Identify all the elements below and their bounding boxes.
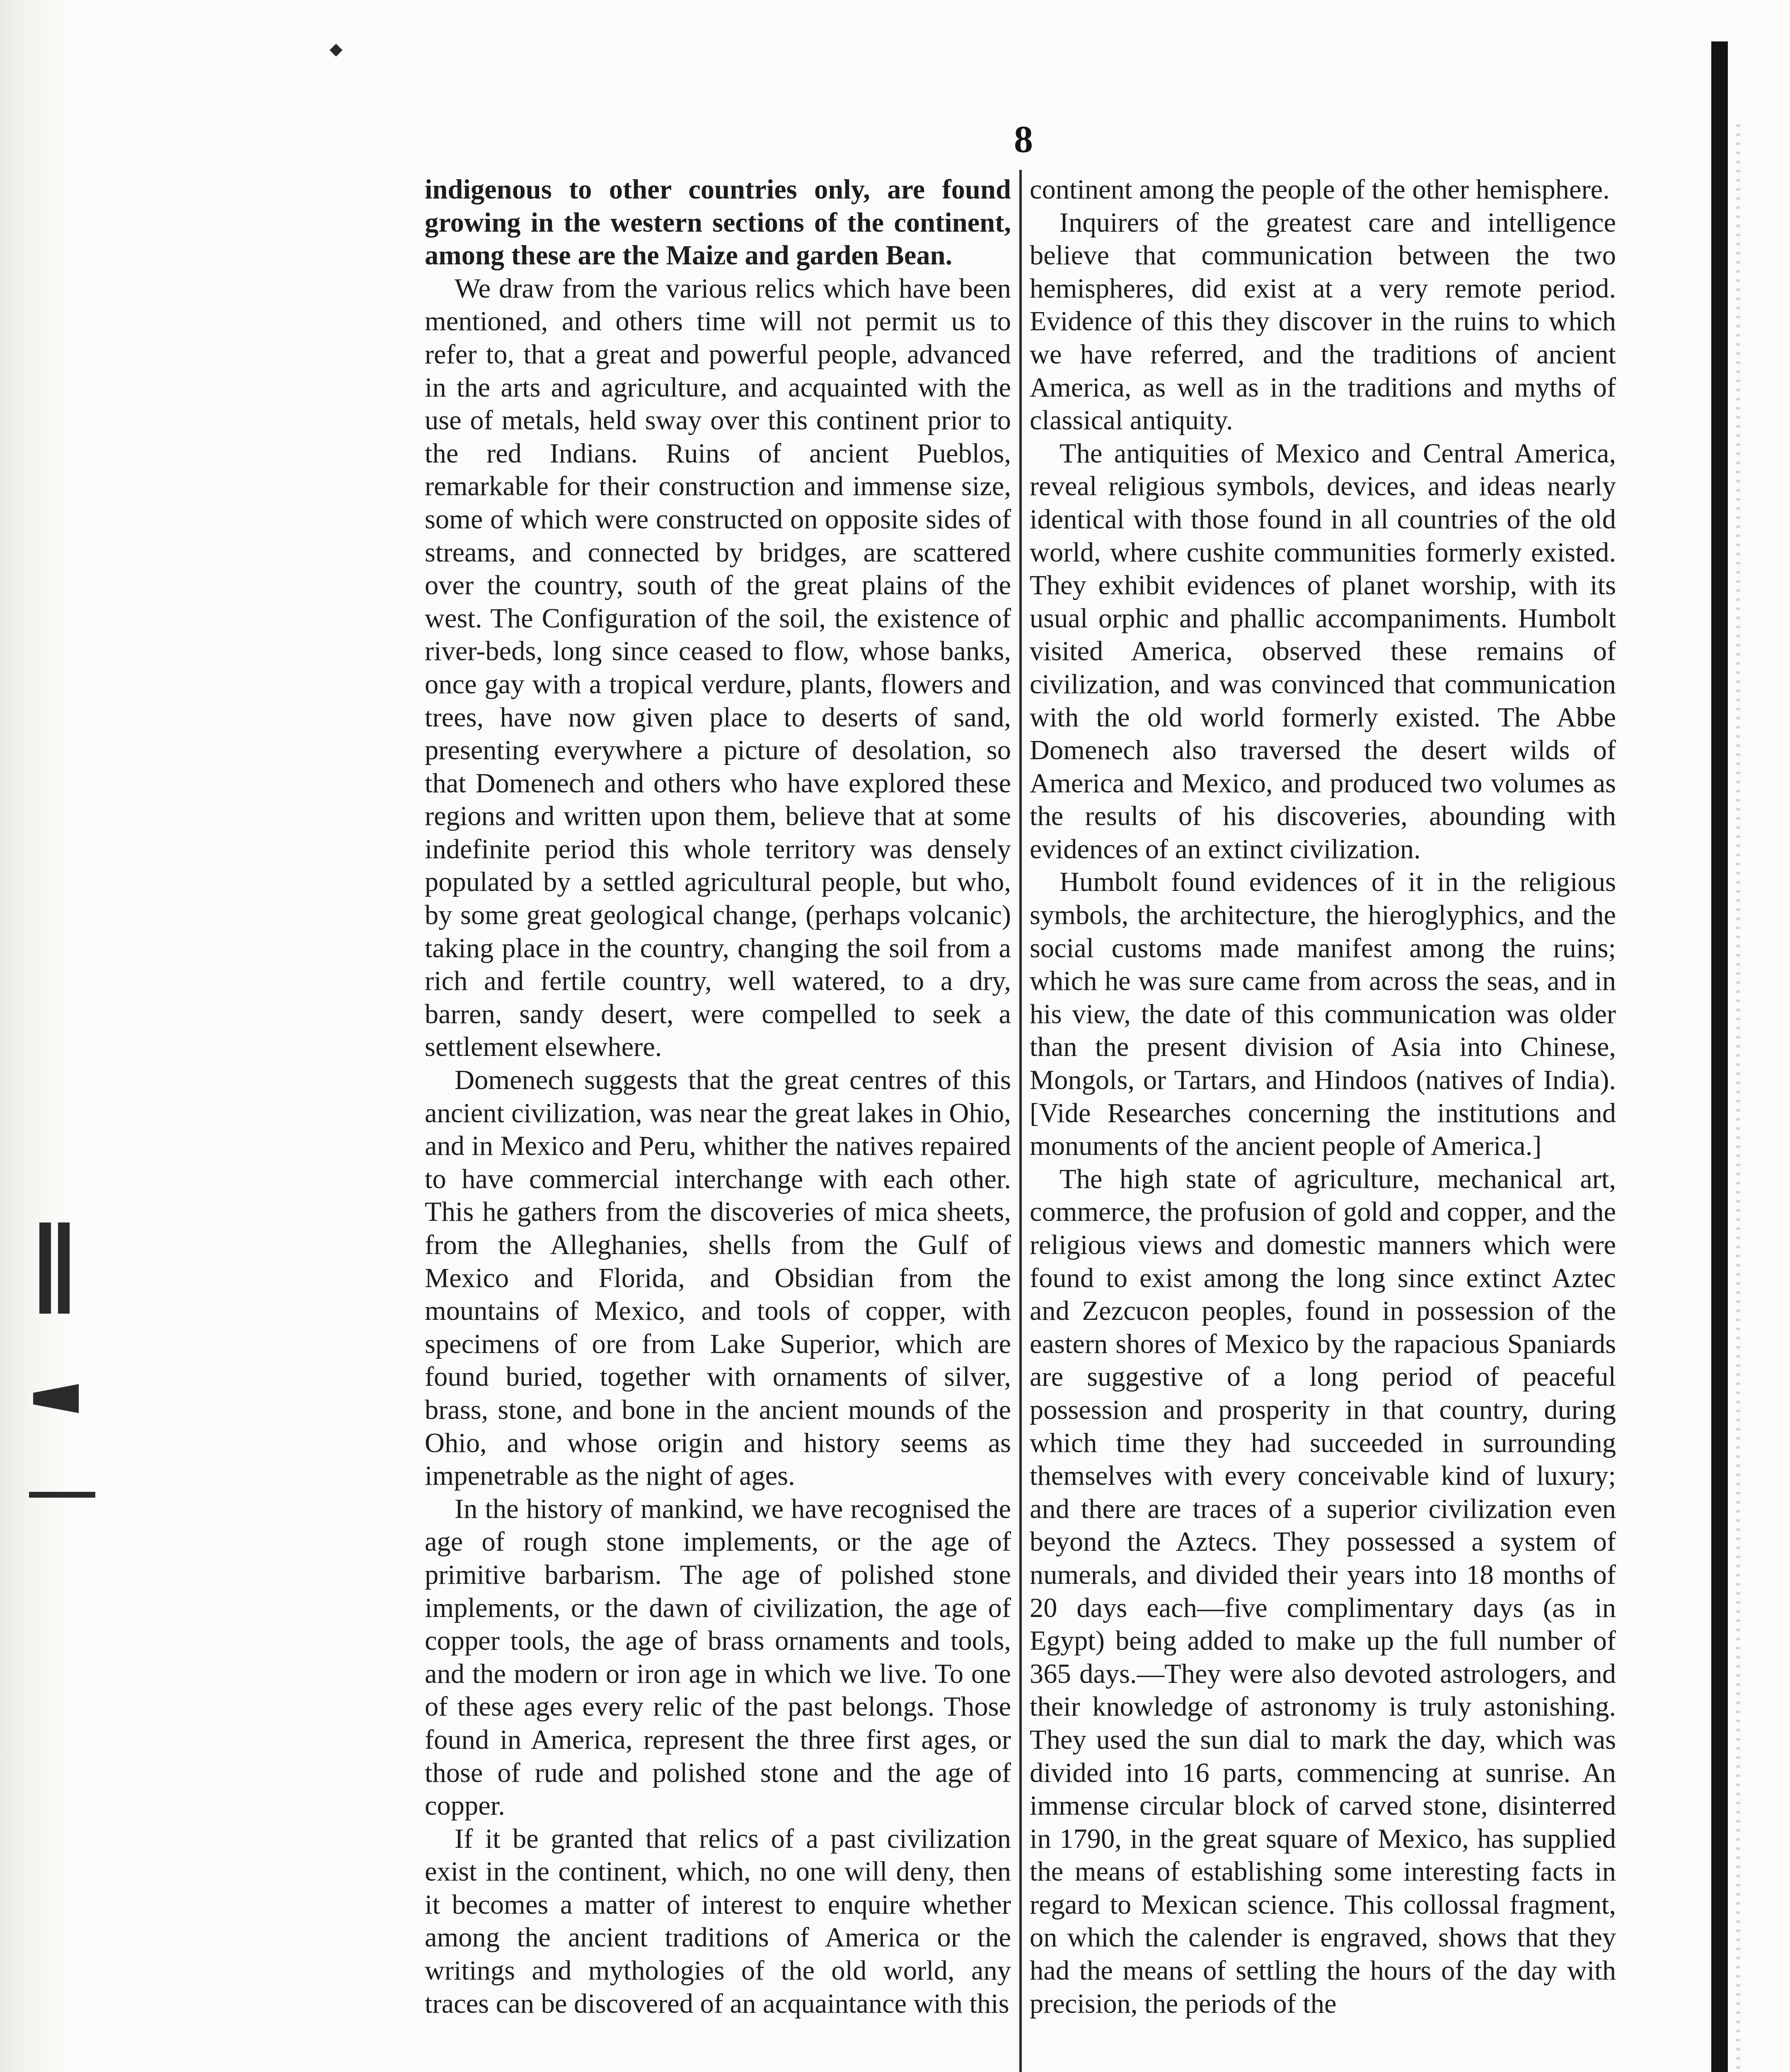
margin-mark [29,1492,95,1498]
right-edge-noise [1736,124,1740,2072]
paragraph: Domenech suggests that the great centres of this ancient civilization, was near the great lakes in Ohio, and in Mexico and Peru, whither the natives repaired to have commercial interchange with each other. This he gathers from the discoveries of mica sheets, from the Alleghanies, shells from the Gulf of Mexico and Florida, and Obsidian from the mountains of Mexico, and tools of copper, with specimens of ore from Lake Superior, which are found buried, together with ornaments of silver, brass, stone, and bone in the ancient mounds of the Ohio, and whose origin and history seems as impenetrable as the night of ages. [425,1065,1011,1491]
paragraph: Inquirers of the greatest care and intelligence believe that communication between the two hemispheres, did exist at a very remote period. Evidence of this they discover in the ruins to which we have referred, and the traditions of ancient America, as well as in the traditions and myths of classical antiquity. [1030,207,1616,436]
left-column [425,173,1011,2020]
paragraph: The antiquities of Mexico and Central America, reveal religious symbols, devices, and ideas nearly identical with those found in all countries of the old world, where cushite communities formerly existed. They exhibit evidences of planet worship, with its usual orphic and phallic accompaniments. Humbolt visited America, observed these remains of civilization, and was convinced that communication with the old world formerly existed. The Abbe Domenech also traversed the desert wilds of America and Mexico, and produced two volumes as the results of his discoveries, abounding with evidences of an extinct civilization. [1030,438,1616,864]
margin-mark [39,1222,51,1314]
paragraph: We draw from the various relics which have been mentioned, and others time will not permit us to refer to, that a great and powerful people, advanced in the arts and agriculture, and acquainted with the use of metals, held sway over this continent prior to the red Indians. Ruins of ancient Pueblos, remarkable for their construction and immense size, some of which were constructed on opposite sides of streams, and connected by bridges, are scattered over the country, south of the great plains of the west. The Configuration of the soil, the existence of river-beds, long since ceased to flow, whose banks, once gay with a tropical verdure, plants, flowers and trees, have now given place to deserts of sand, presenting everywhere a picture of desolation, so that Domenech and others who have explored these regions and written upon them, believe that at some indefinite period this whole territory was densely populated by a settled agricultural people, but who, by some great geological change, (perhaps volcanic) taking place in the country, changing the soil from a rich and fertile country, well watered, to a dry, barren, sandy desert, were compelled to seek a settlement elsewhere. [425,273,1011,1063]
scan-edge-shadow [0,0,66,2072]
paragraph: The high state of agriculture, mechanical art, commerce, the profusion of gold and copper, and the religious views and domestic manners which were found to exist among the long since extinct Aztec and Zezcucon peoples, found in possession of the eastern shores of Mexico by the rapacious Spaniards are suggestive of a long period of peaceful possession and prosperity in that country, during which time they had succeeded in surrounding themselves with every conceivable kind of luxury; and there are traces of a superior civilization even beyond the Aztecs. They possessed a system of numerals, and divided their years into 18 months of 20 days each—five complimentary days (as in Egypt) being added to make up the full number of 365 days.—They were also devoted astrologers, and their knowledge of astronomy is truly astonishing. They used the sun dial to mark the day, which was divided into 16 parts, commencing at sunrise. An immense circular block of carved stone, disinterred in 1790, in the great square of Mexico, has supplied the means of establishing some interesting facts in regard to Mexican science. This collossal fragment, on which the calender is engraved, shows that they had the means of settling the hours of the day with precision, the periods of the [1030,1164,1616,2019]
column-divider [1019,170,1022,2072]
paragraph: If it be granted that relics of a past civilization exist in the continent, which, no one will deny, then it becomes a matter of interest to enquire whether among the ancient traditions of America or the writings and mythologies of the old world, any traces can be discovered of an acquaintance with this [425,1823,1011,2019]
page-number: 8 [1014,118,1033,160]
paragraph: Humbolt found evidences of it in the religious symbols, the architecture, the hieroglyphics, and the social customs made manifest among the ruins; which he was sure came from across the seas, and in his view, the date of this communication was older than the present division of Asia into Chinese, Mongols, or Tartars, and Hindoos (natives of India). [Vide Researches concerning the institutions and monuments of the ancient people of America.] [1030,867,1616,1162]
margin-mark [58,1222,70,1314]
paragraph: indigenous to other countries only, are found growing in the western sections of the continent, among these are the Maize and garden Bean. [425,174,1011,271]
right-binding-edge [1711,41,1728,2072]
paragraph: In the history of mankind, we have recognised the age of rough stone implements, or the age of primitive barbarism. The age of polished stone implements, or the dawn of civilization, the age of copper tools, the age of brass ornaments and tools, and the modern or iron age in which we live. To one of these ages every relic of the past belongs. Those found in America, represent the three first ages, or those of rude and polished stone and the age of copper. [425,1493,1011,1821]
corner-mark [329,44,342,56]
right-column [1030,173,1616,2020]
paragraph: continent among the people of the other hemisphere. [1030,174,1610,205]
